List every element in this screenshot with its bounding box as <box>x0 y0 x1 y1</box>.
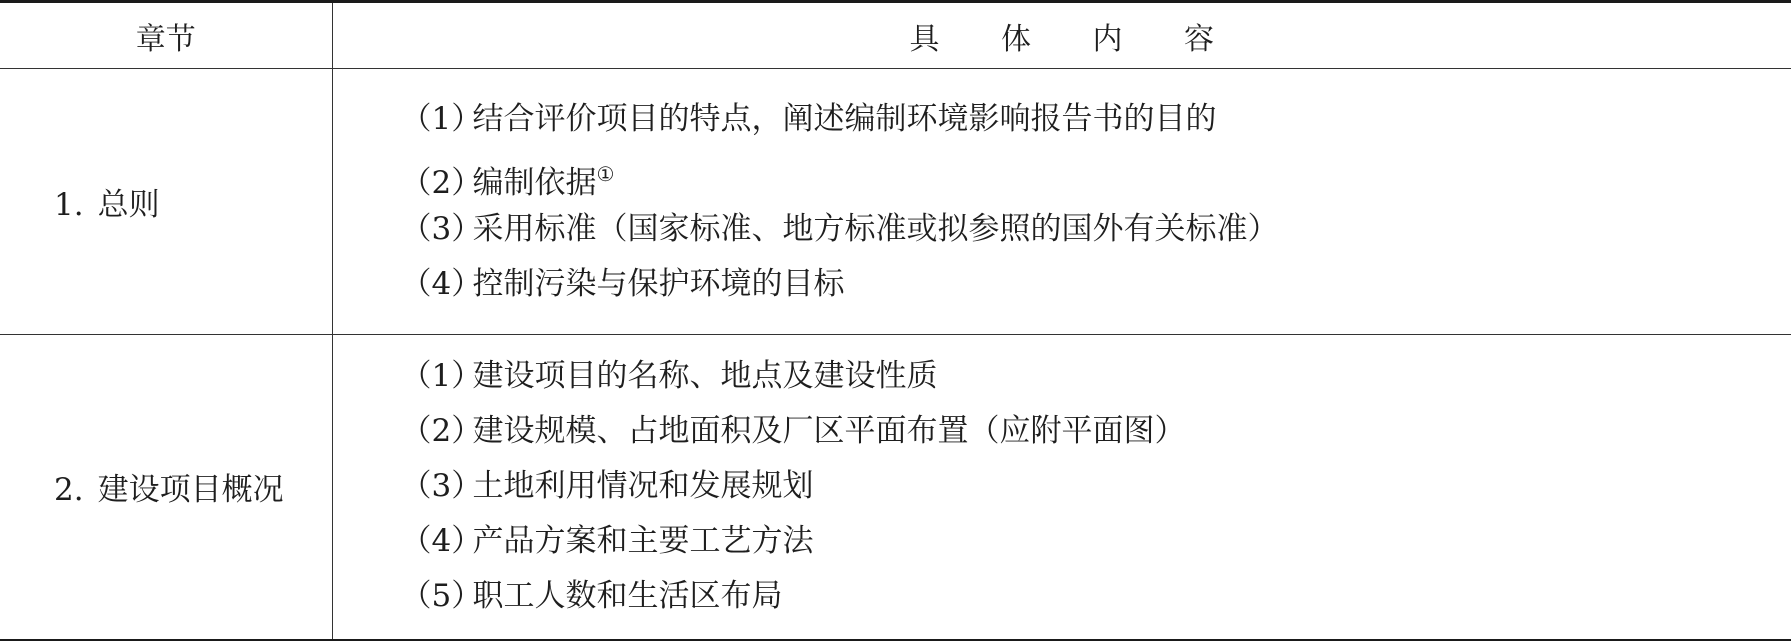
item-index: （3） <box>400 210 483 247</box>
item-index: （3） <box>400 468 483 505</box>
item-text: 建设规模、占地面积及厂区平面布置（应附平面图） <box>472 413 1186 450</box>
item-text: 编制依据 <box>472 164 597 201</box>
content-cell <box>332 335 1791 640</box>
chapter-number: 1. <box>54 187 84 223</box>
chapter-name: 建设项目概况 <box>97 472 284 509</box>
content-list <box>401 92 1791 312</box>
chapter-cell <box>0 335 332 640</box>
list-item <box>401 459 1791 514</box>
item-text: 土地利用情况和发展规划 <box>472 468 814 505</box>
chapter-number: 2. <box>54 472 84 509</box>
content-cell <box>332 69 1791 335</box>
chapter-cell <box>0 69 332 335</box>
item-index: （2） <box>400 413 483 450</box>
chapter-name: 总则 <box>97 187 160 223</box>
header-content: 具 体 内 容 <box>909 21 1241 57</box>
header-row <box>0 2 1791 69</box>
list-item <box>401 404 1791 459</box>
list-item <box>401 92 1791 147</box>
list-item <box>401 569 1791 624</box>
footnote-marker: ① <box>596 161 615 186</box>
table-row <box>0 69 1791 335</box>
table-row <box>0 335 1791 640</box>
item-index: （5） <box>400 578 483 615</box>
item-text: 控制污染与保护环境的目标 <box>472 265 845 302</box>
item-index: （4） <box>400 265 483 302</box>
header-chapter: 章节 <box>0 2 332 69</box>
item-index: （2） <box>400 164 483 201</box>
item-text: 采用标准（国家标准、地方标准或拟参照的国外有关标准） <box>472 210 1279 247</box>
item-text: 产品方案和主要工艺方法 <box>472 523 814 560</box>
item-text: 建设项目的名称、地点及建设性质 <box>472 358 938 395</box>
item-index: （1） <box>400 358 483 395</box>
item-index: （1） <box>400 100 483 137</box>
item-text: 职工人数和生活区布局 <box>472 578 783 615</box>
list-item <box>401 514 1791 569</box>
list-item <box>401 202 1791 257</box>
content-list <box>401 349 1791 624</box>
list-item <box>401 147 1791 202</box>
item-text: 结合评价项目的特点，阐述编制环境影响报告书的目的 <box>472 100 1217 137</box>
item-index: （4） <box>400 523 483 560</box>
list-item <box>401 257 1791 312</box>
list-item <box>401 349 1791 404</box>
